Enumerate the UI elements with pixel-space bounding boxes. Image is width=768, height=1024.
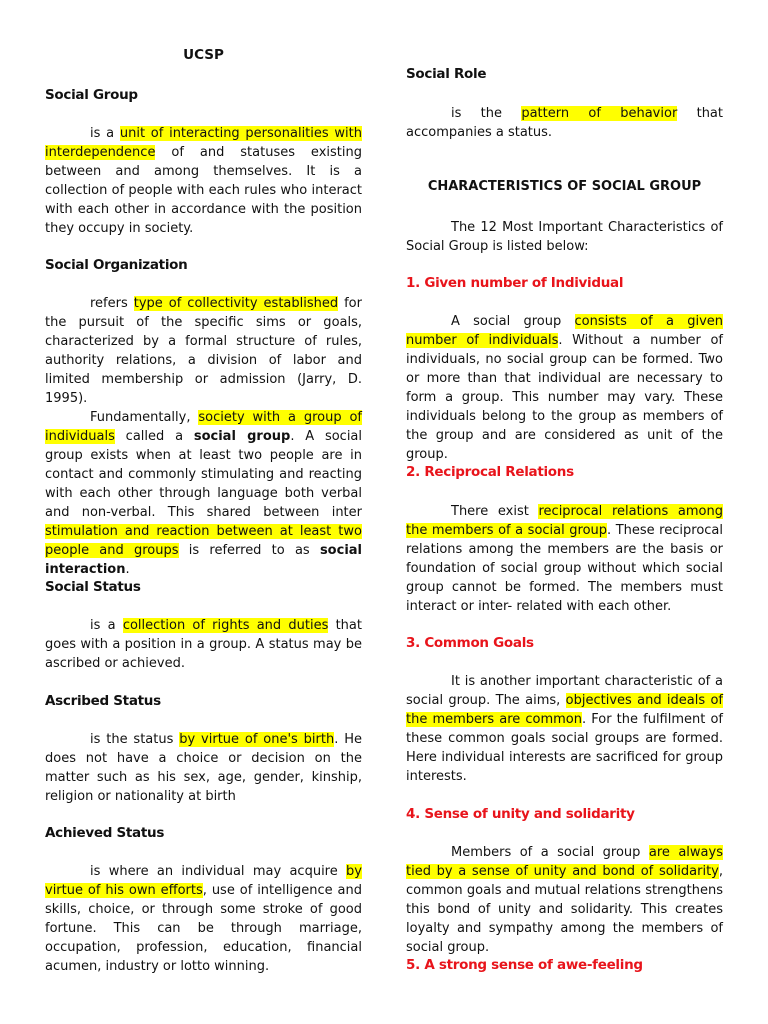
- achieved-status-heading-block: [45, 824, 362, 843]
- c2-heading-block: [406, 463, 723, 482]
- document-title: UCSP: [183, 47, 224, 63]
- achieved-status-paragraph: [45, 862, 362, 976]
- text-run: , use of intelligence and skills, choice, or through some stroke of good fortune. This can be through marriage, occupation, profession, education, financial acumen, industry or lotto winning.: [45, 883, 362, 974]
- text-run: is the: [451, 106, 522, 121]
- text-run: that goes with a position in a group. A status may be ascribed or achieved.: [45, 618, 362, 671]
- text-run: . Without a number of individuals, no social group can be formed. Two or more than that individual are necessary to form a group. This number may vary. These individuals belong to the group as members of the group and are considered as unit of the group.: [406, 333, 723, 462]
- highlighted-text: type of collectivity established: [133, 296, 339, 311]
- text-run: is where an individual may acquire: [90, 864, 347, 879]
- social-group-paragraph: [45, 124, 362, 238]
- social-group-heading-block: [45, 86, 362, 105]
- c2-heading: 2. Reciprocal Relations: [406, 464, 574, 480]
- social-status-heading: Social Status: [45, 579, 141, 595]
- text-run: for the pursuit of the specific sims or goals, characterized by a formal structure of rules, authority relations, a division of labor and limited membership or admission (Jarry, D. 1995).: [45, 296, 362, 406]
- c2-paragraph: [406, 502, 723, 616]
- text-run: It is another important characteristic of a social group. The aims,: [406, 674, 723, 708]
- social-status-heading-block: [45, 578, 362, 597]
- highlighted-text: by virtue of one's birth: [179, 732, 335, 747]
- c4-paragraph: [406, 843, 723, 957]
- text-run: is a: [90, 126, 120, 141]
- characteristics-heading: CHARACTERISTICS OF SOCIAL GROUP: [427, 179, 702, 194]
- highlighted-text: collection of rights and duties: [122, 618, 329, 633]
- social-organization-heading: Social Organization: [45, 257, 188, 273]
- text-run: Members of a social group: [451, 845, 649, 860]
- text-run: that accompanies a status.: [406, 106, 723, 140]
- characteristics-intro: [406, 218, 723, 256]
- highlighted-text: consists of a given number of individuals: [406, 314, 723, 348]
- text-run: , common goals and mutual relations strengthens this bond of unity and solidarity. This creates loyalty and sympathy among the members of social group.: [406, 864, 723, 955]
- social-role-heading-block: [406, 65, 723, 84]
- social-group-heading: Social Group: [45, 87, 138, 103]
- c5-heading: 5. A strong sense of awe-feeling: [406, 957, 643, 973]
- bold-term: social interaction: [45, 543, 362, 577]
- c4-heading-block: [406, 805, 723, 824]
- ascribed-status-heading: Ascribed Status: [45, 693, 161, 709]
- document-title-block: [45, 47, 362, 63]
- characteristics-heading-block: [406, 179, 723, 194]
- bold-term: social group: [193, 429, 291, 444]
- text-run: . He does not have a choice or decision on the matter such as his sex, age, gender, kinship, religion or nationality at birth: [45, 732, 362, 804]
- characteristics-intro-text: The 12 Most Important Characteristics of Social Group is listed below:: [406, 220, 723, 254]
- c3-heading: 3. Common Goals: [406, 635, 534, 651]
- text-run: . These reciprocal relations among the members are the basis or foundation of social group without which social group cannot be formed. The members must interact or inter- related with each other.: [406, 523, 723, 614]
- c1-heading-block: [406, 274, 723, 293]
- ascribed-status-paragraph: [45, 730, 362, 806]
- c3-heading-block: [406, 634, 723, 653]
- social-role-paragraph: [406, 104, 723, 142]
- social-organization-paragraph-2: [45, 408, 362, 579]
- highlighted-text: objectives and ideals of the members are common: [406, 693, 723, 727]
- highlighted-text: are always tied by a sense of unity and bond of solidarity: [406, 845, 723, 879]
- highlighted-text: society with a group of individuals: [45, 410, 362, 444]
- highlighted-text: pattern of behavior: [521, 106, 678, 121]
- c1-heading: 1. Given number of Individual: [406, 275, 624, 291]
- ascribed-status-heading-block: [45, 692, 362, 711]
- text-run: is a: [90, 618, 123, 633]
- c4-heading: 4. Sense of unity and solidarity: [406, 806, 635, 822]
- c3-paragraph: [406, 672, 723, 786]
- text-run: . For the fulfilment of these common goals social groups are formed. Here individual interests are sacrificed for group interests.: [406, 712, 723, 784]
- c5-heading-block: [406, 956, 723, 975]
- text-run: There exist: [451, 504, 539, 519]
- social-organization-heading-block: [45, 256, 362, 275]
- c1-paragraph: [406, 312, 723, 464]
- text-run: Fundamentally,: [90, 410, 199, 425]
- highlighted-text: unit of interacting personalities with interdependence: [45, 126, 362, 160]
- text-run: of and statuses existing between and among themselves. It is a collection of people with each rules who interact with each other in accordance with the position they occupy in society.: [45, 145, 362, 236]
- social-organization-paragraph-1: [45, 294, 362, 408]
- highlighted-text: by virtue of his own efforts: [45, 864, 362, 898]
- text-run: . A social group exists when at least two people are in contact and commonly stimulating and reacting with each other through language both verbal and non-verbal. This shared between inter: [45, 429, 363, 520]
- social-role-heading: Social Role: [406, 66, 487, 82]
- social-status-paragraph: [45, 616, 362, 673]
- highlighted-text: reciprocal relations among the members of a social group: [406, 504, 723, 538]
- text-run: called a: [114, 429, 194, 444]
- text-run: .: [125, 562, 130, 577]
- text-run: is the status: [90, 732, 180, 747]
- text-run: A social group: [451, 314, 575, 329]
- text-run: refers: [90, 296, 134, 311]
- text-run: is referred to as: [178, 543, 320, 558]
- achieved-status-heading: Achieved Status: [45, 825, 165, 841]
- highlighted-text: stimulation and reaction between at least two people and groups: [45, 524, 362, 558]
